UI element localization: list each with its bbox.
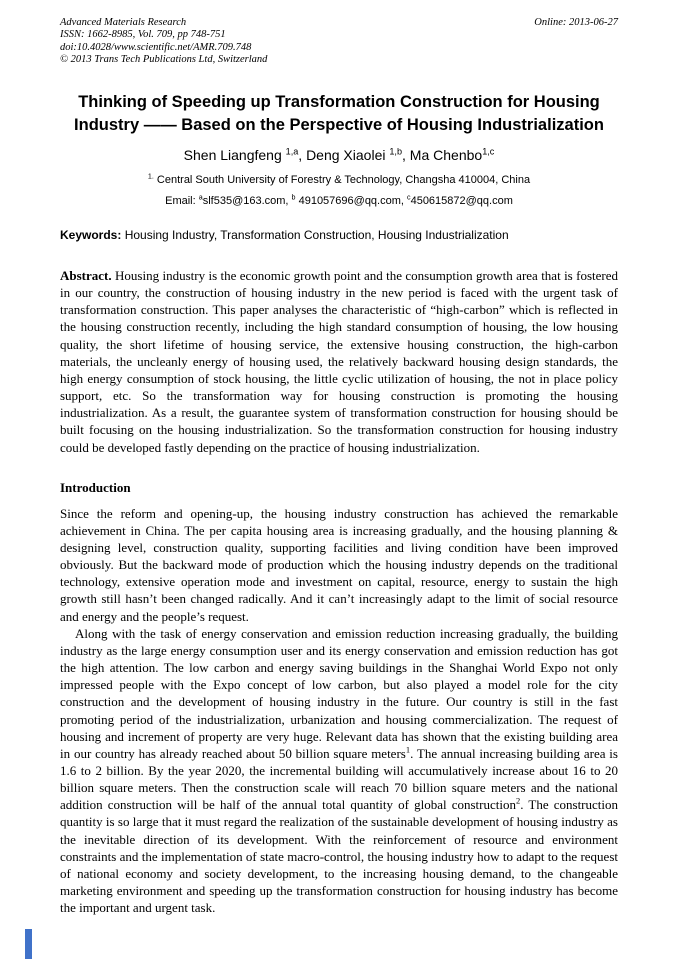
author-1: Shen Liangfeng — [183, 147, 286, 164]
keywords-label: Keywords: — [60, 228, 122, 243]
introduction-heading: Introduction — [60, 479, 131, 495]
author-1-superscript: 1,a — [285, 146, 299, 157]
paragraph-2-text-2: . The annual increasing building area is 1.6 to 2 billion. By the year 2020, the incremental building will accumulatively increase about 16 to 20 billion square meters. Then the construction scale will reach 70 billion square meters and the national addition construction will be half of the annual total quantity of global construction — [60, 745, 618, 813]
abstract-label: Abstract. — [60, 267, 112, 283]
journal-header — [60, 17, 618, 67]
doi-line: doi:10.4028/www.scientific.net/AMR.709.748 — [60, 41, 252, 53]
paragraph-2-text-1: Along with the task of energy conservation and emission reduction increasing gradually, the building industry as the large energy consumption user and its energy conservation and emission reduction has got the high attention. The low carbon and energy saving buildings in the Shanghai World Expo not only impressed people with the Expo concept of low carbon, but also played a model role for the city construction and the development of housing industry in the future. Our country is still in the fast promoting period of the industrialization, urbanization and housing commercialization. The request of housing and increment of property are very huge. Relevant data has shown that the existing building area in our country has already reached about 50 billion square meters — [60, 625, 618, 761]
copyright-line: © 2013 Trans Tech Publications Ltd, Switzerland — [60, 54, 268, 66]
email-address-1: slf535@163.com, — [202, 195, 292, 208]
keywords-text: Housing Industry, Transformation Construction, Housing Industrialization — [121, 228, 509, 243]
introduction-paragraph-1: Since the reform and opening-up, the housing industry construction has achieved the remarkable achievement in China. The per capita housing area is increasing gradually, and the housing planning & designing level, construction quality, supporting facilities and living condition have been improved obviously. But the backward mode of production which the housing industry depends on the traditional technology, extensive operation mode and investment on capital, resource, energy to sustain the high growth still hasn’t been changed radically. And it can’t increasingly adapt to the limit of social resource and energy and the people’s request. — [60, 505, 618, 624]
affiliation-superscript: 1. — [147, 172, 154, 181]
email-superscript-c: c — [407, 193, 411, 202]
issn-line: ISSN: 1662-8985, Vol. 709, pp 748-751 — [60, 29, 226, 41]
introduction-paragraph-2 — [60, 625, 618, 917]
email-superscript-a: a — [198, 193, 203, 202]
paragraph-2-text-3: . The construction quantity is so large that it must regard the realization of the sustainable development of housing industry as the inevitable direction of its development. With the reinforcement of resource and environment constraints and the implementation of state macro-control, the housing industry how to adapt to the request of national economy and society development, to the increasing housing demand, to the changeable marketing environment and speeding up the transformation construction for housing industry has become the important and urgent task. — [60, 797, 619, 916]
abstract-paragraph — [60, 267, 618, 456]
journal-name: Advanced Materials Research — [60, 17, 187, 28]
email-address-3: 450615872@qq.com — [410, 195, 513, 208]
email-superscript-b: b — [291, 193, 296, 202]
page-edge-blue-marker — [25, 929, 32, 959]
paper-title-line2: Industry —— Based on the Perspective of Housing Industrialization — [74, 116, 604, 135]
citation-superscript-1: 1 — [405, 744, 411, 755]
paper-title — [60, 91, 618, 139]
affiliation-text: Central South University of Forestry & Technology, Changsha 410004, China — [153, 174, 531, 187]
authors-line — [60, 147, 618, 163]
online-date: Online: 2013-06-27 — [534, 17, 618, 28]
citation-superscript-2: 2 — [516, 795, 521, 806]
keywords-line — [60, 228, 618, 244]
author-3-superscript: 1,c — [482, 146, 495, 157]
email-address-2: 491057696@qq.com, — [295, 195, 407, 208]
author-3: , Ma Chenbo — [402, 147, 483, 164]
paper-title-line1: Thinking of Speeding up Transformation Construction for Housing — [78, 92, 600, 111]
abstract-text: Housing industry is the economic growth point and the consumption growth area that is fostered in our country, the construction of housing industry in the new period is faced with the urgent task of transformation construction. This paper analyses the characteristic of “high-carbon” which is reflected in the housing construction recently, including the high standard consumption of housing, the low housing quality, the short lifetime of housing service, the extensive housing construction, the high-carbon materials, the uncleanly energy of housing used, the relatively backward housing design standards, the high energy consumption of stock housing, the little cyclic utilization of housing, the not in place policy support, etc. So the transformation way for housing construction is promoting the housing industrialization. As a result, the guarantee system of transformation construction for housing should be built focusing on the housing industrialization. So the transformation construction for housing industry could be developed fastly depending on the practice of housing industrialization. — [60, 267, 618, 455]
email-label: Email: — [165, 195, 199, 208]
journal-header-left — [60, 17, 267, 67]
email-line — [60, 195, 618, 207]
affiliation-line — [60, 174, 618, 186]
author-2-superscript: 1,b — [389, 146, 403, 157]
author-2: , Deng Xiaolei — [298, 147, 390, 164]
